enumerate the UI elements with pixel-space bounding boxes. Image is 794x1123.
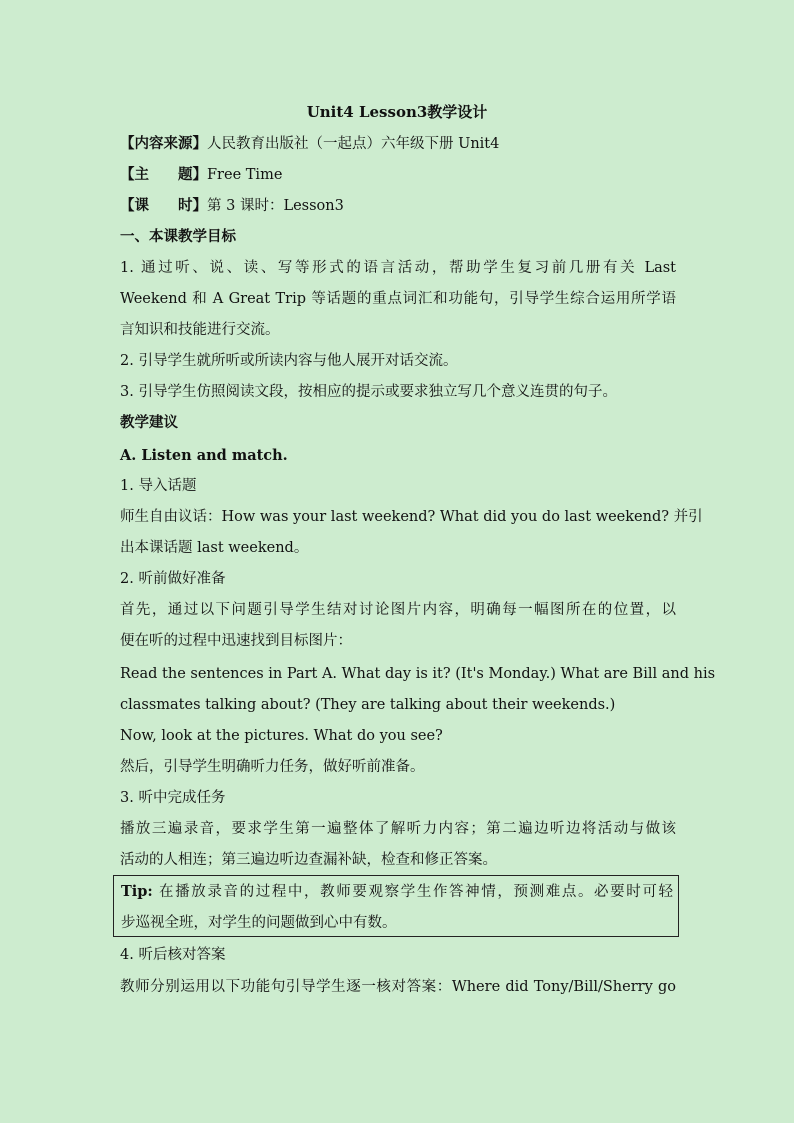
step-1-line2: 出本课话题 last weekend。 [120,540,309,556]
step-3-heading: 3. 听中完成任务 [120,790,226,806]
step-2-line5: Now, look at the pictures. What do you see? [120,728,443,744]
objective-1-line3: 言知识和技能进行交流。 [120,322,280,338]
meta-period-value: 第 3 课时：Lesson3 [207,198,344,214]
section2-heading: 教学建议 [120,414,178,431]
meta-source-value: 人民教育出版社（一起点）六年级下册 Unit4 [207,136,500,152]
step-2-line2: 便在听的过程中迅速找到目标图片： [120,633,352,649]
meta-topic-label: 【主 题】 [120,166,207,183]
step-1-line1: 师生自由议话：How was your last weekend? What did you do last weekend? 并引 [120,509,703,525]
objective-1-line1: 1. 通过听、说、读、写等形式的语言活动，帮助学生复习前几册有关 Last [120,260,676,276]
tip-label: Tip: [121,883,153,900]
step-3-line1: 播放三遍录音，要求学生第一遍整体了解听力内容；第二遍边听边将活动与做该 [120,821,676,837]
objective-1-line2: Weekend 和 A Great Trip 等话题的重点词汇和功能句，引导学生综合运用所学语 [120,291,676,307]
part-a-heading: A. Listen and match. [120,447,288,464]
step-2-heading: 2. 听前做好准备 [120,571,226,587]
step-2-line1: 首先，通过以下问题引导学生结对讨论图片内容，明确每一幅图所在的位置，以 [120,602,676,618]
meta-period [120,196,676,216]
meta-topic [120,165,676,185]
objective-2: 2. 引导学生就所听或所读内容与他人展开对话交流。 [120,353,458,369]
step-4-line1: 教师分别运用以下功能句引导学生逐一核对答案：Where did Tony/Bill/Sherry go [120,979,676,995]
step-2-line4: classmates talking about? (They are talking about their weekends.) [120,697,616,713]
step-4-heading: 4. 听后核对答案 [120,947,226,963]
step-1-heading: 1. 导入话题 [120,478,197,494]
meta-source-label: 【内容来源】 [120,135,207,152]
section1-heading: 一、本课教学目标 [120,228,236,245]
tip-line1 [121,882,673,902]
step-2-line3: Read the sentences in Part A. What day is it? (It's Monday.) What are Bill and his [120,666,716,682]
tip-text-1: 在播放录音的过程中，教师要观察学生作答神情，预测难点。必要时可轻 [159,884,674,900]
objective-3: 3. 引导学生仿照阅读文段，按相应的提示或要求独立写几个意义连贯的句子。 [120,384,617,400]
tip-box [113,875,679,937]
meta-period-label: 【课 时】 [120,197,207,214]
step-2-line6: 然后，引导学生明确听力任务，做好听前准备。 [120,759,425,775]
step-3-line2: 活动的人相连；第三遍边听边查漏补缺，检查和修正答案。 [120,852,497,868]
meta-topic-value: Free Time [207,167,283,183]
tip-line2: 步巡视全班，对学生的问题做到心中有数。 [121,915,397,931]
meta-source [120,134,676,154]
document-title: Unit4 Lesson3教学设计 [306,103,488,121]
